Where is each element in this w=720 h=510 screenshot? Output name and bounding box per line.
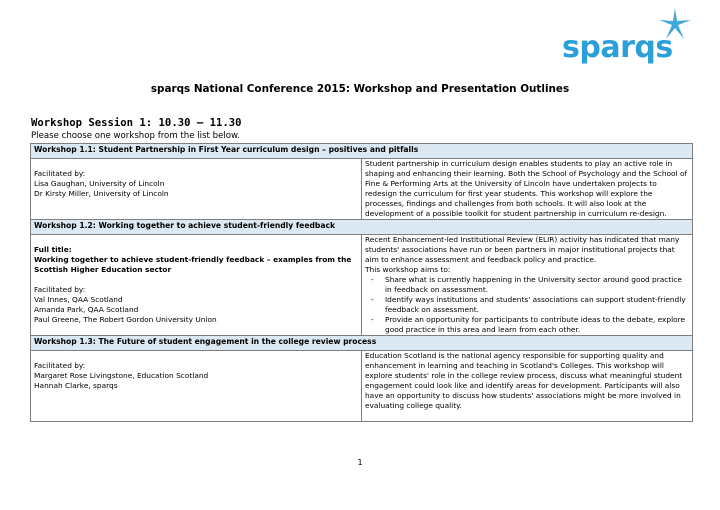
facilitator: Hannah Clarke, sparqs xyxy=(34,381,118,390)
list-item: - Provide an opportunity for participants to contribute ideas to the debate, explore good practice in this area and learn from each other. xyxy=(365,315,689,335)
facilitated-label: Facilitated by: xyxy=(34,285,86,294)
workshop-1-3-header: Workshop 1.3: The Future of student engagement in the college review process xyxy=(31,336,693,351)
workshop-1-2-header: Workshop 1.2: Working together to achieve student-friendly feedback xyxy=(31,220,693,235)
workshop-row xyxy=(31,351,693,422)
workshop-1-3-facilitators xyxy=(31,351,362,422)
workshop-header-row xyxy=(31,336,693,351)
session-heading: Workshop Session 1: 10.30 – 11.30 xyxy=(31,117,242,129)
workshop-1-1-header: Workshop 1.1: Student Partnership in First Year curriculum design – positives and pitfalls xyxy=(31,144,693,159)
description-text: Education Scotland is the national agency responsible for supporting quality and enhancement in learning and teaching in Scotland's Colleges. This workshop will explore students' role in the college review process, discuss what meaningful student engagement could look like and identify areas for development. Participants will also have an opportunity to discuss how students' associations might be more involved in evaluating college quality. xyxy=(365,351,683,410)
page-title: sparqs National Conference 2015: Workshop and Presentation Outlines xyxy=(150,83,570,95)
page-number: 1 xyxy=(357,458,363,467)
sparqs-logo xyxy=(562,6,692,76)
facilitated-label: Facilitated by: xyxy=(34,361,86,370)
workshop-header-row xyxy=(31,220,693,235)
workshop-1-3-description xyxy=(362,351,693,422)
facilitator: Amanda Park, QAA Scotland xyxy=(34,305,139,314)
workshop-header-row xyxy=(31,144,693,159)
description-text: Recent Enhancement-led Institutional Review (ELIR) activity has indicated that many students' associations have run or been partners in major institutional projects that aim to enhance assessment and feedback policy and practice. xyxy=(365,235,680,264)
workshop-row xyxy=(31,159,693,220)
facilitator: Val Innes, QAA Scotland xyxy=(34,295,123,304)
aims-list xyxy=(365,275,689,335)
facilitator: Margaret Rose Livingstone, Education Scotland xyxy=(34,371,209,380)
workshop-table xyxy=(30,143,693,422)
workshop-1-2-description xyxy=(362,235,693,336)
workshop-1-2-facilitators xyxy=(31,235,362,336)
workshop-1-1-description: Student partnership in curriculum design enables students to play an active role in shaping and enhancing their learning. Both the School of Psychology and the School of Fine & Performing Arts at the University of Lincoln have undertaken projects to redesign the curriculum for first year students. This workshop will explore the processes, findings and challenges from both schools. It will also look at the development of a possible toolkit for student partnership in curriculum re-design. xyxy=(362,159,693,220)
logo-text: sparqs xyxy=(562,30,673,65)
facilitator: Dr Kirsty Miller, University of Lincoln xyxy=(34,189,169,198)
list-item: - Identify ways institutions and students' associations can support student-friendly feedback on assessment. xyxy=(365,295,689,315)
session-instruction: Please choose one workshop from the list below. xyxy=(31,131,240,141)
facilitator: Lisa Gaughan, University of Lincoln xyxy=(34,179,165,188)
facilitator: Paul Greene, The Robert Gordon University Union xyxy=(34,315,217,324)
full-title: Working together to achieve student-friendly feedback – examples from the Scottish Higher Education sector xyxy=(34,255,352,274)
list-item: - Share what is currently happening in the University sector around good practice in feedback on assessment. xyxy=(365,275,689,295)
workshop-row xyxy=(31,235,693,336)
full-title-label: Full title: xyxy=(34,245,72,254)
workshop-1-1-facilitators xyxy=(31,159,362,220)
aims-intro: This workshop aims to: xyxy=(365,265,451,274)
facilitated-label: Facilitated by: xyxy=(34,169,86,178)
